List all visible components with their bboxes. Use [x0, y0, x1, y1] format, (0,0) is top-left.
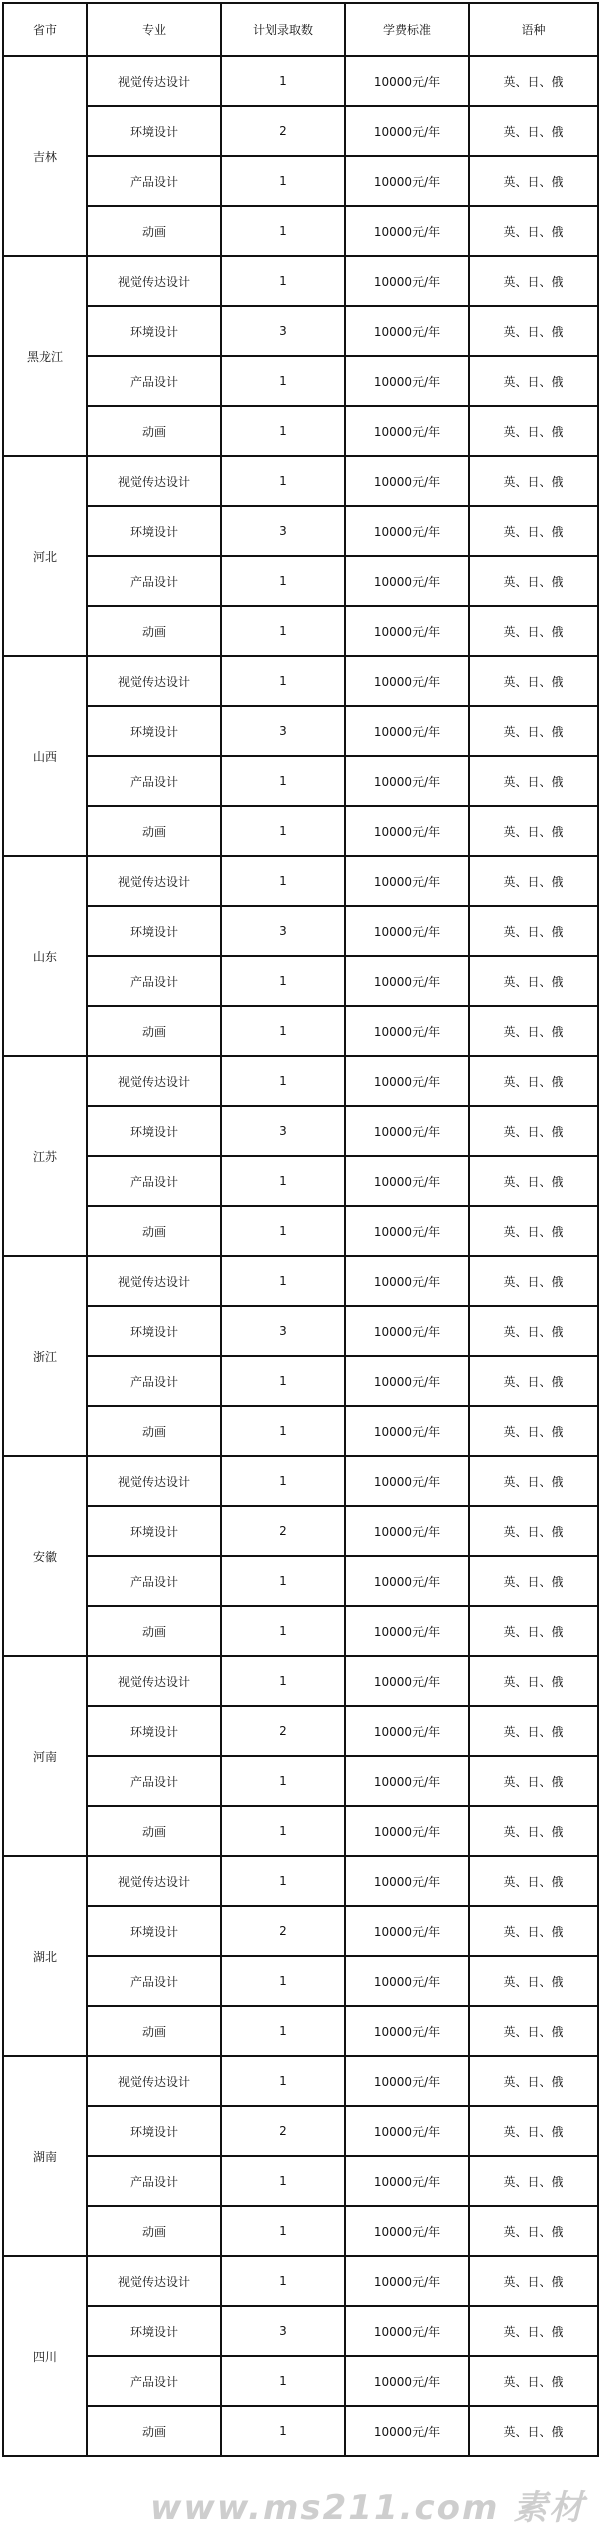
quota-cell: 3 — [221, 2306, 345, 2356]
major-cell: 产品设计 — [87, 1156, 221, 1206]
header-fee: 学费标准 — [345, 3, 469, 56]
fee-cell: 10000元/年 — [345, 2056, 469, 2106]
language-cell: 英、日、俄 — [469, 256, 598, 306]
quota-cell: 1 — [221, 2356, 345, 2406]
quota-cell: 1 — [221, 1056, 345, 1106]
fee-cell: 10000元/年 — [345, 1556, 469, 1606]
language-cell: 英、日、俄 — [469, 1356, 598, 1406]
language-cell: 英、日、俄 — [469, 1206, 598, 1256]
fee-cell: 10000元/年 — [345, 306, 469, 356]
header-major: 专业 — [87, 3, 221, 56]
fee-cell: 10000元/年 — [345, 2156, 469, 2206]
table-row — [3, 506, 598, 556]
table-row — [3, 206, 598, 256]
table-row — [3, 2206, 598, 2256]
quota-cell: 3 — [221, 1106, 345, 1156]
quota-cell: 2 — [221, 1906, 345, 1956]
fee-cell: 10000元/年 — [345, 1606, 469, 1656]
language-cell: 英、日、俄 — [469, 1556, 598, 1606]
fee-cell: 10000元/年 — [345, 856, 469, 906]
major-cell: 环境设计 — [87, 2106, 221, 2156]
quota-cell: 1 — [221, 2056, 345, 2106]
fee-cell: 10000元/年 — [345, 1006, 469, 1056]
fee-cell: 10000元/年 — [345, 1856, 469, 1906]
fee-cell: 10000元/年 — [345, 256, 469, 306]
table-row — [3, 2306, 598, 2356]
language-cell: 英、日、俄 — [469, 1606, 598, 1656]
table-header — [3, 3, 598, 56]
province-cell: 黑龙江 — [3, 256, 87, 456]
language-cell: 英、日、俄 — [469, 2306, 598, 2356]
quota-cell: 1 — [221, 756, 345, 806]
table-row — [3, 2406, 598, 2456]
quota-cell: 1 — [221, 1656, 345, 1706]
language-cell: 英、日、俄 — [469, 206, 598, 256]
language-cell: 英、日、俄 — [469, 806, 598, 856]
fee-cell: 10000元/年 — [345, 1406, 469, 1456]
province-cell: 河南 — [3, 1656, 87, 1856]
fee-cell: 10000元/年 — [345, 2356, 469, 2406]
fee-cell: 10000元/年 — [345, 2206, 469, 2256]
admissions-table — [2, 2, 599, 2457]
major-cell: 环境设计 — [87, 506, 221, 556]
major-cell: 动画 — [87, 606, 221, 656]
quota-cell: 2 — [221, 1506, 345, 1556]
table-row — [3, 256, 598, 306]
table-row — [3, 406, 598, 456]
quota-cell: 2 — [221, 2106, 345, 2156]
major-cell: 产品设计 — [87, 356, 221, 406]
province-cell: 浙江 — [3, 1256, 87, 1456]
major-cell: 动画 — [87, 2406, 221, 2456]
language-cell: 英、日、俄 — [469, 1306, 598, 1356]
table-row — [3, 856, 598, 906]
language-cell: 英、日、俄 — [469, 906, 598, 956]
language-cell: 英、日、俄 — [469, 1006, 598, 1056]
fee-cell: 10000元/年 — [345, 1956, 469, 2006]
fee-cell: 10000元/年 — [345, 156, 469, 206]
language-cell: 英、日、俄 — [469, 2356, 598, 2406]
major-cell: 环境设计 — [87, 1906, 221, 1956]
table-row — [3, 2156, 598, 2206]
major-cell: 产品设计 — [87, 1956, 221, 2006]
major-cell: 动画 — [87, 1806, 221, 1856]
language-cell: 英、日、俄 — [469, 56, 598, 106]
language-cell: 英、日、俄 — [469, 2106, 598, 2156]
table-row — [3, 1656, 598, 1706]
quota-cell: 1 — [221, 2406, 345, 2456]
fee-cell: 10000元/年 — [345, 1806, 469, 1856]
header-row — [3, 3, 598, 56]
province-cell: 江苏 — [3, 1056, 87, 1256]
table-row — [3, 1356, 598, 1406]
major-cell: 视觉传达设计 — [87, 1856, 221, 1906]
quota-cell: 1 — [221, 1006, 345, 1056]
province-cell: 吉林 — [3, 56, 87, 256]
quota-cell: 1 — [221, 1556, 345, 1606]
table-row — [3, 1206, 598, 1256]
language-cell: 英、日、俄 — [469, 506, 598, 556]
quota-cell: 1 — [221, 1206, 345, 1256]
fee-cell: 10000元/年 — [345, 756, 469, 806]
province-cell: 河北 — [3, 456, 87, 656]
table-row — [3, 1306, 598, 1356]
language-cell: 英、日、俄 — [469, 2056, 598, 2106]
language-cell: 英、日、俄 — [469, 606, 598, 656]
table-row — [3, 1156, 598, 1206]
fee-cell: 10000元/年 — [345, 1156, 469, 1206]
major-cell: 环境设计 — [87, 306, 221, 356]
table-row — [3, 906, 598, 956]
province-cell: 山东 — [3, 856, 87, 1056]
quota-cell: 1 — [221, 556, 345, 606]
major-cell: 视觉传达设计 — [87, 656, 221, 706]
language-cell: 英、日、俄 — [469, 1156, 598, 1206]
language-cell: 英、日、俄 — [469, 356, 598, 406]
fee-cell: 10000元/年 — [345, 656, 469, 706]
language-cell: 英、日、俄 — [469, 406, 598, 456]
major-cell: 产品设计 — [87, 2356, 221, 2406]
fee-cell: 10000元/年 — [345, 56, 469, 106]
major-cell: 视觉传达设计 — [87, 2056, 221, 2106]
fee-cell: 10000元/年 — [345, 1056, 469, 1106]
major-cell: 环境设计 — [87, 1306, 221, 1356]
table-row — [3, 656, 598, 706]
quota-cell: 1 — [221, 1156, 345, 1206]
fee-cell: 10000元/年 — [345, 706, 469, 756]
fee-cell: 10000元/年 — [345, 1306, 469, 1356]
quota-cell: 1 — [221, 606, 345, 656]
table-row — [3, 1106, 598, 1156]
major-cell: 环境设计 — [87, 706, 221, 756]
quota-cell: 1 — [221, 156, 345, 206]
quota-cell: 1 — [221, 1356, 345, 1406]
major-cell: 视觉传达设计 — [87, 56, 221, 106]
quota-cell: 1 — [221, 2156, 345, 2206]
language-cell: 英、日、俄 — [469, 1106, 598, 1156]
major-cell: 动画 — [87, 1406, 221, 1456]
table-row — [3, 1256, 598, 1306]
quota-cell: 1 — [221, 1956, 345, 2006]
language-cell: 英、日、俄 — [469, 1706, 598, 1756]
quota-cell: 3 — [221, 306, 345, 356]
fee-cell: 10000元/年 — [345, 1106, 469, 1156]
table-row — [3, 1606, 598, 1656]
table-row — [3, 1006, 598, 1056]
major-cell: 动画 — [87, 406, 221, 456]
province-cell: 湖北 — [3, 1856, 87, 2056]
language-cell: 英、日、俄 — [469, 1406, 598, 1456]
quota-cell: 1 — [221, 56, 345, 106]
table-row — [3, 1806, 598, 1856]
quota-cell: 3 — [221, 506, 345, 556]
major-cell: 视觉传达设计 — [87, 1656, 221, 1706]
fee-cell: 10000元/年 — [345, 1206, 469, 1256]
major-cell: 视觉传达设计 — [87, 1456, 221, 1506]
major-cell: 视觉传达设计 — [87, 1256, 221, 1306]
watermark: www.ms211.com 素材 — [150, 2488, 586, 2528]
fee-cell: 10000元/年 — [345, 956, 469, 1006]
table-row — [3, 1056, 598, 1106]
major-cell: 视觉传达设计 — [87, 1056, 221, 1106]
header-language: 语种 — [469, 3, 598, 56]
fee-cell: 10000元/年 — [345, 606, 469, 656]
table-row — [3, 56, 598, 106]
fee-cell: 10000元/年 — [345, 456, 469, 506]
header-quota: 计划录取数 — [221, 3, 345, 56]
language-cell: 英、日、俄 — [469, 656, 598, 706]
fee-cell: 10000元/年 — [345, 1706, 469, 1756]
fee-cell: 10000元/年 — [345, 206, 469, 256]
quota-cell: 1 — [221, 1256, 345, 1306]
province-cell: 四川 — [3, 2256, 87, 2456]
major-cell: 动画 — [87, 1206, 221, 1256]
major-cell: 产品设计 — [87, 2156, 221, 2206]
fee-cell: 10000元/年 — [345, 1456, 469, 1506]
major-cell: 动画 — [87, 1006, 221, 1056]
language-cell: 英、日、俄 — [469, 1806, 598, 1856]
major-cell: 产品设计 — [87, 756, 221, 806]
table-row — [3, 706, 598, 756]
language-cell: 英、日、俄 — [469, 1856, 598, 1906]
quota-cell: 1 — [221, 656, 345, 706]
table-row — [3, 2006, 598, 2056]
major-cell: 产品设计 — [87, 1756, 221, 1806]
table-row — [3, 1756, 598, 1806]
major-cell: 视觉传达设计 — [87, 856, 221, 906]
major-cell: 动画 — [87, 2006, 221, 2056]
table-row — [3, 1906, 598, 1956]
language-cell: 英、日、俄 — [469, 956, 598, 1006]
table-row — [3, 756, 598, 806]
table-row — [3, 1856, 598, 1906]
quota-cell: 1 — [221, 2206, 345, 2256]
major-cell: 产品设计 — [87, 1556, 221, 1606]
major-cell: 视觉传达设计 — [87, 456, 221, 506]
quota-cell: 1 — [221, 1756, 345, 1806]
language-cell: 英、日、俄 — [469, 1056, 598, 1106]
language-cell: 英、日、俄 — [469, 1256, 598, 1306]
table-row — [3, 606, 598, 656]
quota-cell: 1 — [221, 1606, 345, 1656]
quota-cell: 1 — [221, 856, 345, 906]
quota-cell: 1 — [221, 1806, 345, 1856]
language-cell: 英、日、俄 — [469, 1456, 598, 1506]
quota-cell: 3 — [221, 706, 345, 756]
language-cell: 英、日、俄 — [469, 106, 598, 156]
table-row — [3, 1706, 598, 1756]
fee-cell: 10000元/年 — [345, 1506, 469, 1556]
table-body — [3, 56, 598, 2456]
table-row — [3, 1456, 598, 1506]
language-cell: 英、日、俄 — [469, 2256, 598, 2306]
language-cell: 英、日、俄 — [469, 1506, 598, 1556]
fee-cell: 10000元/年 — [345, 2306, 469, 2356]
fee-cell: 10000元/年 — [345, 2006, 469, 2056]
language-cell: 英、日、俄 — [469, 2206, 598, 2256]
table-row — [3, 1506, 598, 1556]
fee-cell: 10000元/年 — [345, 406, 469, 456]
quota-cell: 1 — [221, 806, 345, 856]
header-province: 省市 — [3, 3, 87, 56]
quota-cell: 1 — [221, 356, 345, 406]
major-cell: 环境设计 — [87, 2306, 221, 2356]
major-cell: 环境设计 — [87, 906, 221, 956]
language-cell: 英、日、俄 — [469, 756, 598, 806]
table-row — [3, 2056, 598, 2106]
language-cell: 英、日、俄 — [469, 456, 598, 506]
quota-cell: 1 — [221, 1456, 345, 1506]
fee-cell: 10000元/年 — [345, 1356, 469, 1406]
province-cell: 湖南 — [3, 2056, 87, 2256]
quota-cell: 1 — [221, 406, 345, 456]
table-row — [3, 306, 598, 356]
major-cell: 视觉传达设计 — [87, 2256, 221, 2306]
fee-cell: 10000元/年 — [345, 556, 469, 606]
language-cell: 英、日、俄 — [469, 306, 598, 356]
major-cell: 产品设计 — [87, 956, 221, 1006]
fee-cell: 10000元/年 — [345, 2256, 469, 2306]
quota-cell: 1 — [221, 956, 345, 1006]
language-cell: 英、日、俄 — [469, 1956, 598, 2006]
province-cell: 山西 — [3, 656, 87, 856]
table-row — [3, 1556, 598, 1606]
language-cell: 英、日、俄 — [469, 1906, 598, 1956]
major-cell: 动画 — [87, 1606, 221, 1656]
fee-cell: 10000元/年 — [345, 906, 469, 956]
fee-cell: 10000元/年 — [345, 1656, 469, 1706]
table-row — [3, 2256, 598, 2306]
quota-cell: 1 — [221, 456, 345, 506]
language-cell: 英、日、俄 — [469, 856, 598, 906]
fee-cell: 10000元/年 — [345, 106, 469, 156]
language-cell: 英、日、俄 — [469, 2156, 598, 2206]
major-cell: 环境设计 — [87, 106, 221, 156]
major-cell: 环境设计 — [87, 1106, 221, 1156]
language-cell: 英、日、俄 — [469, 1656, 598, 1706]
table-row — [3, 456, 598, 506]
fee-cell: 10000元/年 — [345, 356, 469, 406]
quota-cell: 1 — [221, 1856, 345, 1906]
quota-cell: 1 — [221, 2006, 345, 2056]
fee-cell: 10000元/年 — [345, 2406, 469, 2456]
major-cell: 动画 — [87, 806, 221, 856]
fee-cell: 10000元/年 — [345, 506, 469, 556]
table-row — [3, 156, 598, 206]
province-cell: 安徽 — [3, 1456, 87, 1656]
language-cell: 英、日、俄 — [469, 2406, 598, 2456]
quota-cell: 1 — [221, 1406, 345, 1456]
quota-cell: 3 — [221, 1306, 345, 1356]
table-row — [3, 356, 598, 406]
fee-cell: 10000元/年 — [345, 806, 469, 856]
table-row — [3, 1406, 598, 1456]
major-cell: 动画 — [87, 2206, 221, 2256]
major-cell: 视觉传达设计 — [87, 256, 221, 306]
major-cell: 产品设计 — [87, 156, 221, 206]
table-row — [3, 956, 598, 1006]
fee-cell: 10000元/年 — [345, 1256, 469, 1306]
major-cell: 动画 — [87, 206, 221, 256]
table-row — [3, 2356, 598, 2406]
fee-cell: 10000元/年 — [345, 1906, 469, 1956]
fee-cell: 10000元/年 — [345, 1756, 469, 1806]
language-cell: 英、日、俄 — [469, 156, 598, 206]
table-row — [3, 106, 598, 156]
quota-cell: 2 — [221, 1706, 345, 1756]
quota-cell: 3 — [221, 906, 345, 956]
quota-cell: 1 — [221, 2256, 345, 2306]
language-cell: 英、日、俄 — [469, 556, 598, 606]
major-cell: 产品设计 — [87, 556, 221, 606]
table-row — [3, 556, 598, 606]
language-cell: 英、日、俄 — [469, 706, 598, 756]
language-cell: 英、日、俄 — [469, 2006, 598, 2056]
quota-cell: 1 — [221, 206, 345, 256]
fee-cell: 10000元/年 — [345, 2106, 469, 2156]
major-cell: 产品设计 — [87, 1356, 221, 1406]
quota-cell: 2 — [221, 106, 345, 156]
major-cell: 环境设计 — [87, 1706, 221, 1756]
quota-cell: 1 — [221, 256, 345, 306]
table-row — [3, 1956, 598, 2006]
major-cell: 环境设计 — [87, 1506, 221, 1556]
language-cell: 英、日、俄 — [469, 1756, 598, 1806]
table-row — [3, 806, 598, 856]
table-row — [3, 2106, 598, 2156]
